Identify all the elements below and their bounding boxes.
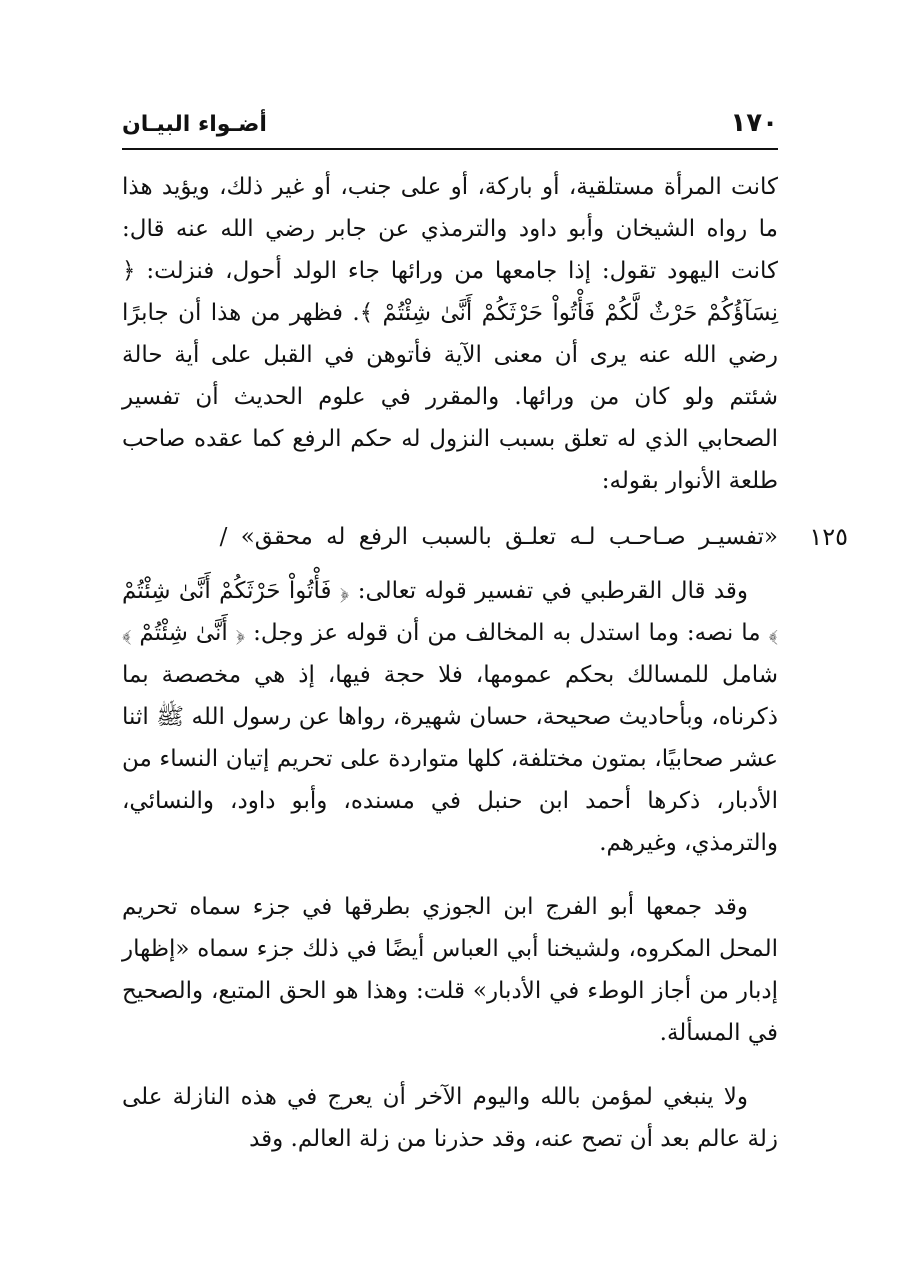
verse-line	[122, 516, 848, 560]
paragraph-2: وقد قال القرطبي في تفسير قوله تعالى: ﴿ فَأْتُواْ حَرْثَكُمْ أَنَّىٰ شِئْتُمْ ﴾ ما نصه: وما استدل به المخالف من أن قوله عز وجل: ﴿ أَنَّىٰ شِئْتُمْ ﴾ شامل للمسالك بحكم عمومها، فلا حجة فيها، إذ هي مخصصة بما ذكرناه، وبأحاديث صحيحة، حسان شهيرة، رواها عن رسول الله ﷺ اثنا عشر صحابيًا، بمتون مختلفة، كلها متواردة على تحريم إتيان النساء من الأدبار، ذكرها أحمد ابن حنبل في مسنده، وأبو داود، والنسائي، والترمذي، وغيرهم.	[122, 578, 778, 856]
page-body	[122, 166, 848, 1160]
book-title: أضـواء البيـان	[122, 112, 267, 137]
paragraph-1: كانت المرأة مستلقية، أو باركة، أو على جنب، أو غير ذلك، ويؤيد هذا ما رواه الشيخان وأبو داود والترمذي عن جابر رضي الله عنه قال: كانت اليهود تقول: إذا جامعها من ورائها جاء الولد أحول، فنزلت: ﴿ نِسَآؤُكُمْ حَرْثٌ لَّكُمْ فَأْتُواْ حَرْثَكُمْ أَنَّىٰ شِئْتُمْ ﴾. فظهر من هذا أن جابرًا رضي الله عنه يرى أن معنى الآية فأتوهن في القبل على أية حالة شئتم ولو كان من ورائها. والمقرر في علوم الحديث أن تفسير الصحابي الذي له تعلق بسبب النزول له حكم الرفع كما عقده صاحب طلعة الأنوار بقوله:	[122, 174, 778, 494]
paragraph-4: ولا ينبغي لمؤمن بالله واليوم الآخر أن يعرج في هذه النازلة على زلة عالم بعد أن تصح عنه، وقد حذرنا من زلة العالم. وقد	[122, 1084, 778, 1152]
verse-text: «تفسيـر صـاحـب لـه تعلـق بالسبب الرفع له محقق» /	[219, 524, 778, 550]
page-header	[122, 104, 778, 150]
page-number: ١٧٠	[730, 108, 778, 138]
verse-number: ١٢٥	[809, 523, 848, 551]
paragraph-3: وقد جمعها أبو الفرج ابن الجوزي بطرقها في جزء سماه تحريم المحل المكروه، ولشيخنا أبي العباس أيضًا في ذلك جزء سماه «إظهار إدبار من أجاز الوطء في الأدبار» قلت: وهذا هو الحق المتبع، والصحيح في المسألة.	[122, 894, 778, 1046]
